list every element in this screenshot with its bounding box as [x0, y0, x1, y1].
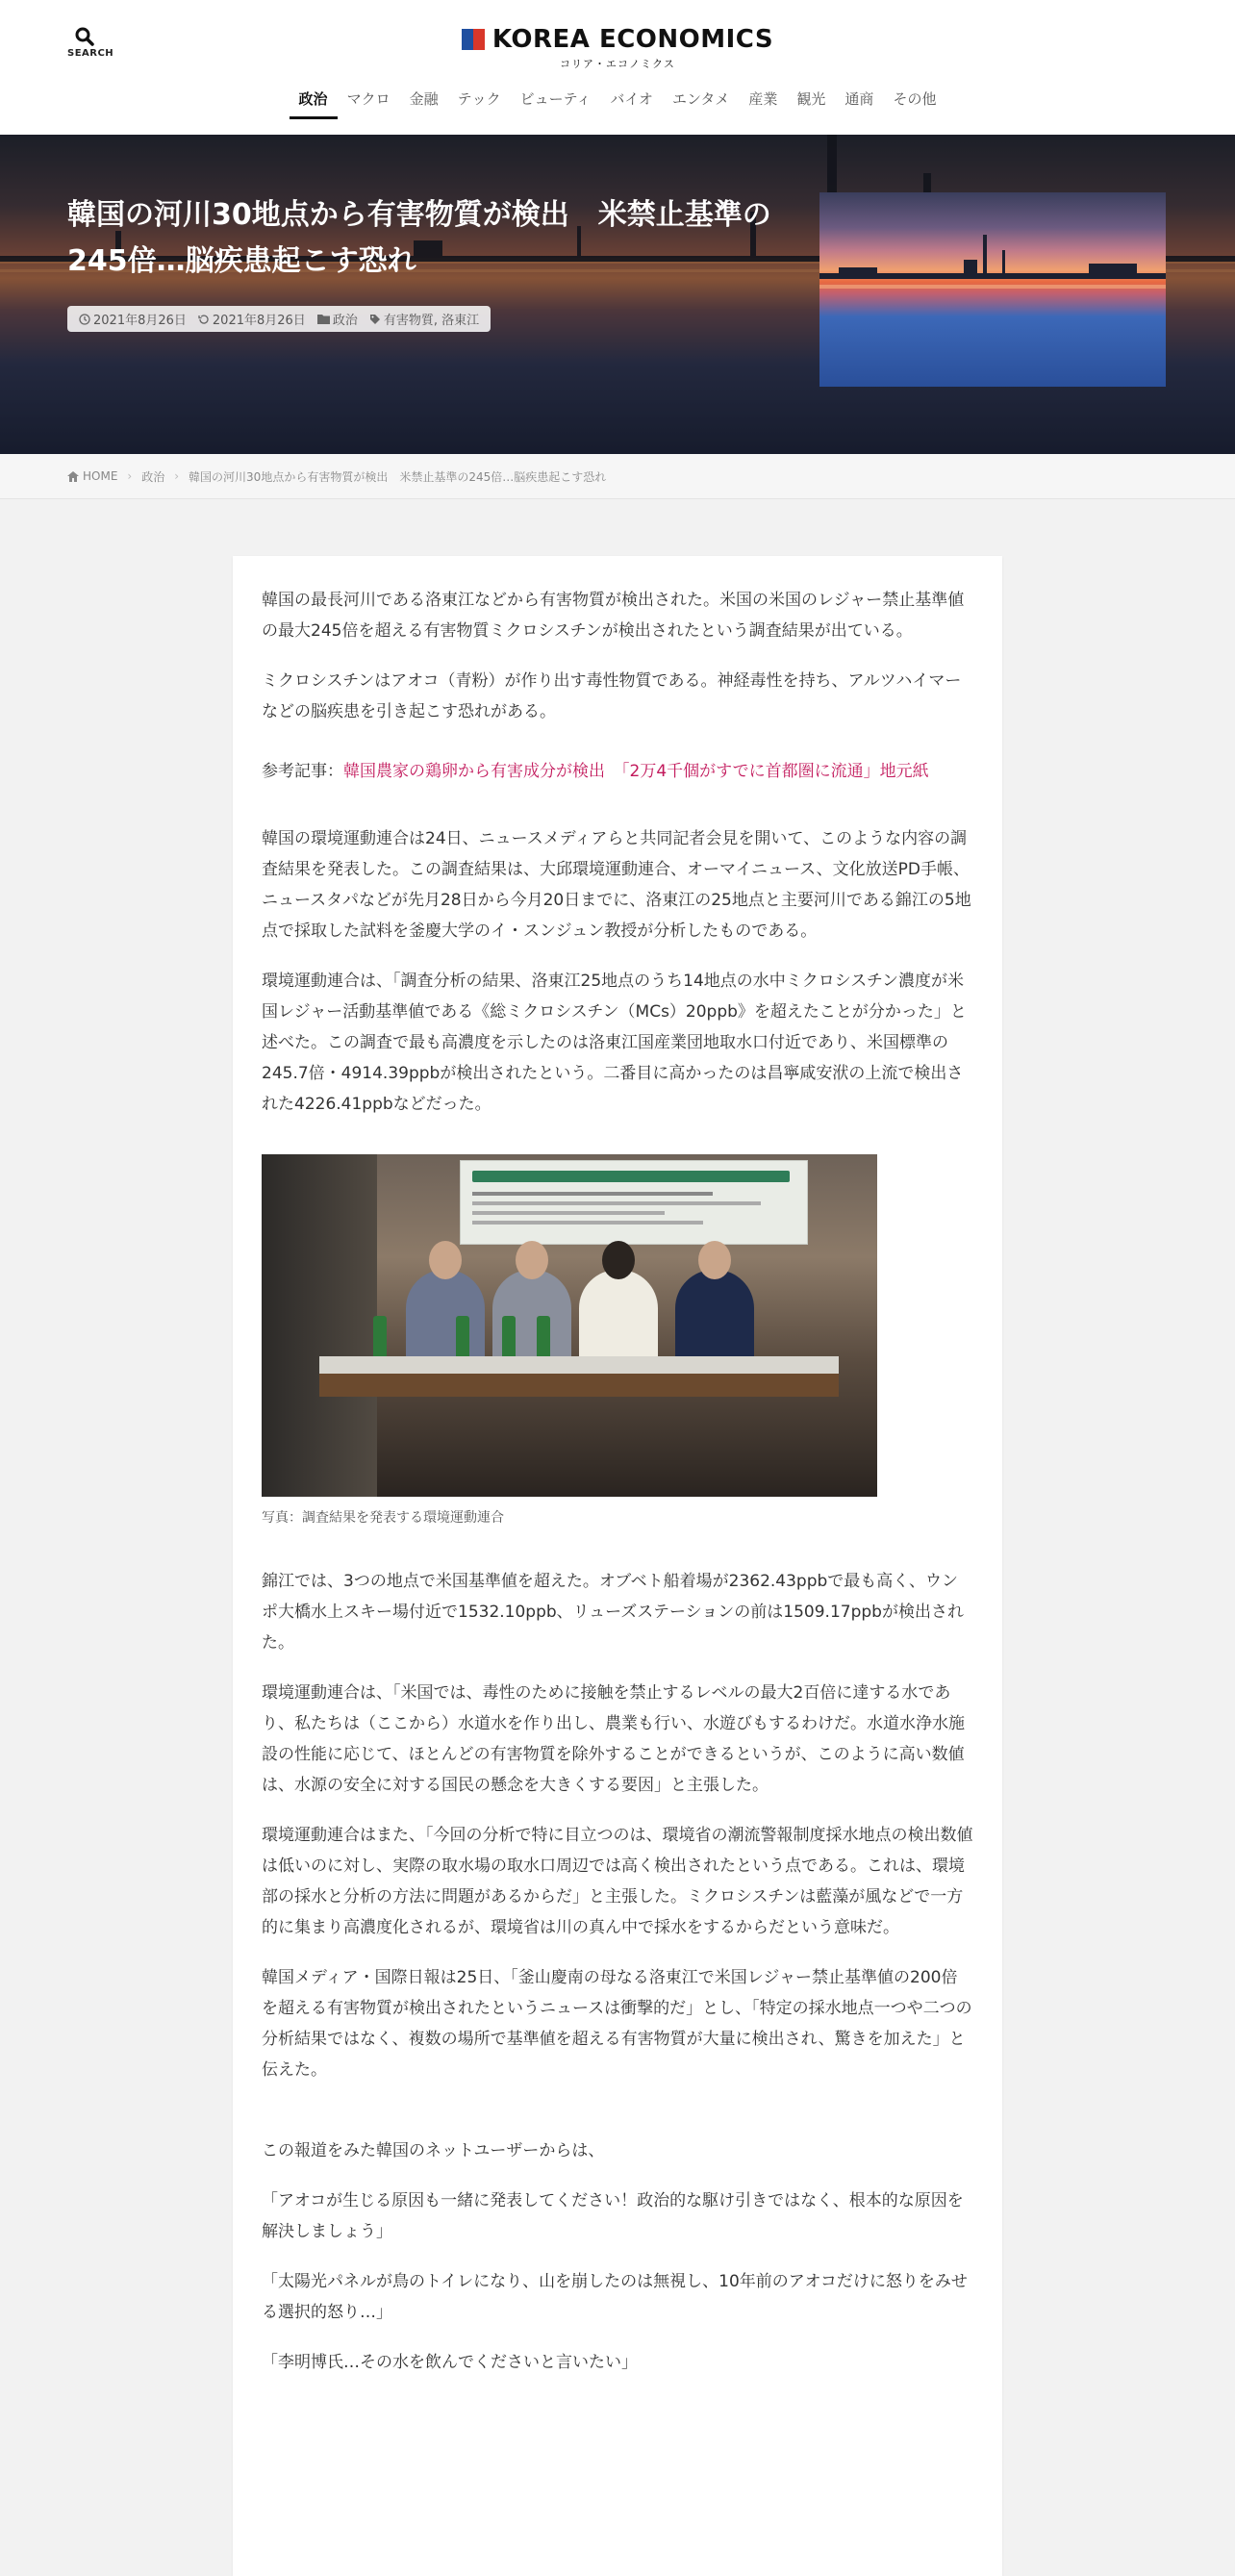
reference-article: [262, 756, 973, 787]
flag-icon: [462, 29, 485, 50]
article-paragraph: この報道をみた韓国のネットユーザーからは、: [262, 2141, 605, 2160]
breadcrumb: [0, 454, 1235, 499]
nav-item-finance[interactable]: 金融: [409, 90, 439, 108]
press-conference-banner: [460, 1160, 808, 1245]
nav-item-tech[interactable]: テック: [457, 90, 501, 108]
article-title: 韓国の河川30地点から有害物質が検出 米禁止基準の245倍…脳疾患起こす恐れ: [67, 198, 771, 278]
category-text: 政治: [332, 314, 358, 328]
tags-link[interactable]: [369, 310, 479, 328]
reference-link[interactable]: 韓国農家の鶏卵から有害成分が検出 「2万4千個がすでに首都圏に流通」地元紙: [343, 762, 929, 781]
site-title: KOREA ECONOMICS: [491, 25, 774, 54]
photo-caption: 写真：調査結果を発表する環境運動連合: [262, 1510, 504, 1526]
nav-item-industry[interactable]: 産業: [748, 90, 778, 108]
nav-item-other[interactable]: その他: [893, 90, 937, 108]
published-date-text: 2021年8月26日: [93, 314, 187, 328]
article-photo: [262, 1154, 877, 1497]
breadcrumb-home[interactable]: [67, 469, 117, 483]
chevron-right-icon: ›: [174, 469, 180, 483]
article-paragraph: 環境運動連合は、「米国では、毒性のために接触を禁止するレベルの最大2百倍に達する水であり、私たちは（ここから）水道水を作り出し、農業も行い、水遊びもするわけだ。水道水浄水施設の性能に応じて、ほとんどの有害物質を除外することができるというが、このように高い数値は、水源の安全に対する国民の懸念を大きくする要因」と主張した。: [262, 1683, 965, 1795]
breadcrumb-home-text: HOME: [83, 469, 118, 483]
article-paragraph: 環境運動連合は、「調査分析の結果、洛東江25地点のうち14地点の水中ミクロシスチン濃度が米国レジャー活動基準値である《総ミクロシスチン（MCs）20ppb》を超えたことが分かった」と述べた。この調査で最も高濃度を示したのは洛東江国産業団地取水口付近であり、米国標準の245.7倍・4914.39ppbが検出されたという。二番目に高かったのは昌寧咸安洑の上流で検出された4226.41ppbなどだった。: [262, 972, 967, 1114]
site-subtitle: コリア・エコノミクス: [560, 58, 675, 70]
global-nav: [0, 85, 1235, 119]
breadcrumb-current: 韓国の河川30地点から有害物質が検出 米禁止基準の245倍…脳疾患起こす恐れ: [189, 469, 607, 484]
nav-item-beauty[interactable]: ビューティ: [519, 90, 592, 108]
article-thumbnail: [819, 192, 1166, 387]
history-icon: [198, 314, 210, 325]
article-paragraph: 韓国の環境運動連合は24日、ニュースメディアらと共同記者会見を開いて、このような内容の調査結果を発表した。この調査結果は、大邱環境運動連合、オーマイニュース、文化放送PD手帳、ニュースタパなどが先月28日から今月20日までに、洛東江の25地点と主要河川である錦江の5地点で採取した試料を釜慶大学のイ・スンジュン教授が分析したものである。: [262, 829, 971, 941]
tag-icon: [369, 314, 381, 325]
nav-item-entertainment[interactable]: エンタメ: [671, 90, 730, 108]
article-paragraph: 「アオコが生じる原因も一緒に発表してください！政治的な駆け引きではなく、根本的な原因を解決しましょう」: [262, 2191, 964, 2241]
tags-text: 有害物質, 洛東江: [383, 314, 480, 328]
category-link[interactable]: [317, 310, 358, 328]
article-paragraph: ミクロシスチンはアオコ（青粉）が作り出す毒性物質である。神経毒性を持ち、アルツハイマーなどの脳疾患を引き起こす恐れがある。: [262, 671, 962, 721]
article-paragraph: 環境運動連合はまた、「今回の分析で特に目立つのは、環境省の潮流警報制度採水地点の検出数値は低いのに対し、実際の取水場の取水口周辺では高く検出されたという点である。これは、環境部の採水と分析の方法に問題があるからだ」と主張した。ミクロシスチンは藍藻が風などで一方的に集まり高濃度化されるが、環境省は川の真ん中で採水をするからだという意味だ。: [262, 1826, 973, 1937]
nav-item-bio[interactable]: バイオ: [610, 90, 653, 108]
article-paragraph: 錦江では、3つの地点で米国基準値を超えた。オブベト船着場が2362.43ppbで最も高く、ウンポ大橋水上スキー場付近で1532.10ppb、リューズステーションの前は1509.17ppbが検出された。: [262, 1572, 964, 1653]
nav-item-macro[interactable]: マクロ: [346, 90, 391, 108]
article-body: [233, 556, 1002, 2576]
article-paragraph: 韓国メディア・国際日報は25日、「釜山慶南の母なる洛東江で米国レジャー禁止基準値の200倍を超える有害物質が検出されたというニュースは衝撃的だ」とし、「特定の採水地点一つや二つの分析結果ではなく、複数の場所で基準値を超える有害物質が大量に検出され、驚きを加えた」と伝えた。: [262, 1968, 972, 2080]
article-hero: [0, 135, 1235, 454]
site-header: [0, 0, 1235, 135]
breadcrumb-category[interactable]: 政治: [141, 469, 165, 484]
updated-date-text: 2021年8月26日: [212, 314, 306, 328]
article-paragraph: 「李明博氏…その水を飲んでくださいと言いたい」: [262, 2353, 638, 2372]
chevron-right-icon: ›: [127, 469, 133, 483]
nav-item-trade[interactable]: 通商: [844, 90, 874, 108]
article-paragraph: 「太陽光パネルが鳥のトイレになり、山を崩したのは無視し、10年前のアオコだけに怒りをみせる選択的怒り…」: [262, 2272, 968, 2322]
published-date: [79, 310, 187, 328]
folder-icon: [317, 314, 330, 324]
search-label: SEARCH: [67, 48, 114, 59]
nav-item-tourism[interactable]: 観光: [796, 90, 826, 108]
home-icon: [67, 471, 79, 482]
article-meta: [67, 306, 491, 332]
clock-icon: [79, 314, 90, 325]
updated-date: [198, 310, 306, 328]
site-logo[interactable]: [0, 25, 1235, 71]
article-paragraph: 韓国の最長河川である洛東江などから有害物質が検出された。米国の米国のレジャー禁止基準値の最大245倍を超える有害物質ミクロシスチンが検出されたという調査結果が出ている。: [262, 591, 965, 641]
nav-item-politics[interactable]: 政治: [290, 85, 338, 119]
reference-label: 参考記事：: [262, 762, 343, 781]
